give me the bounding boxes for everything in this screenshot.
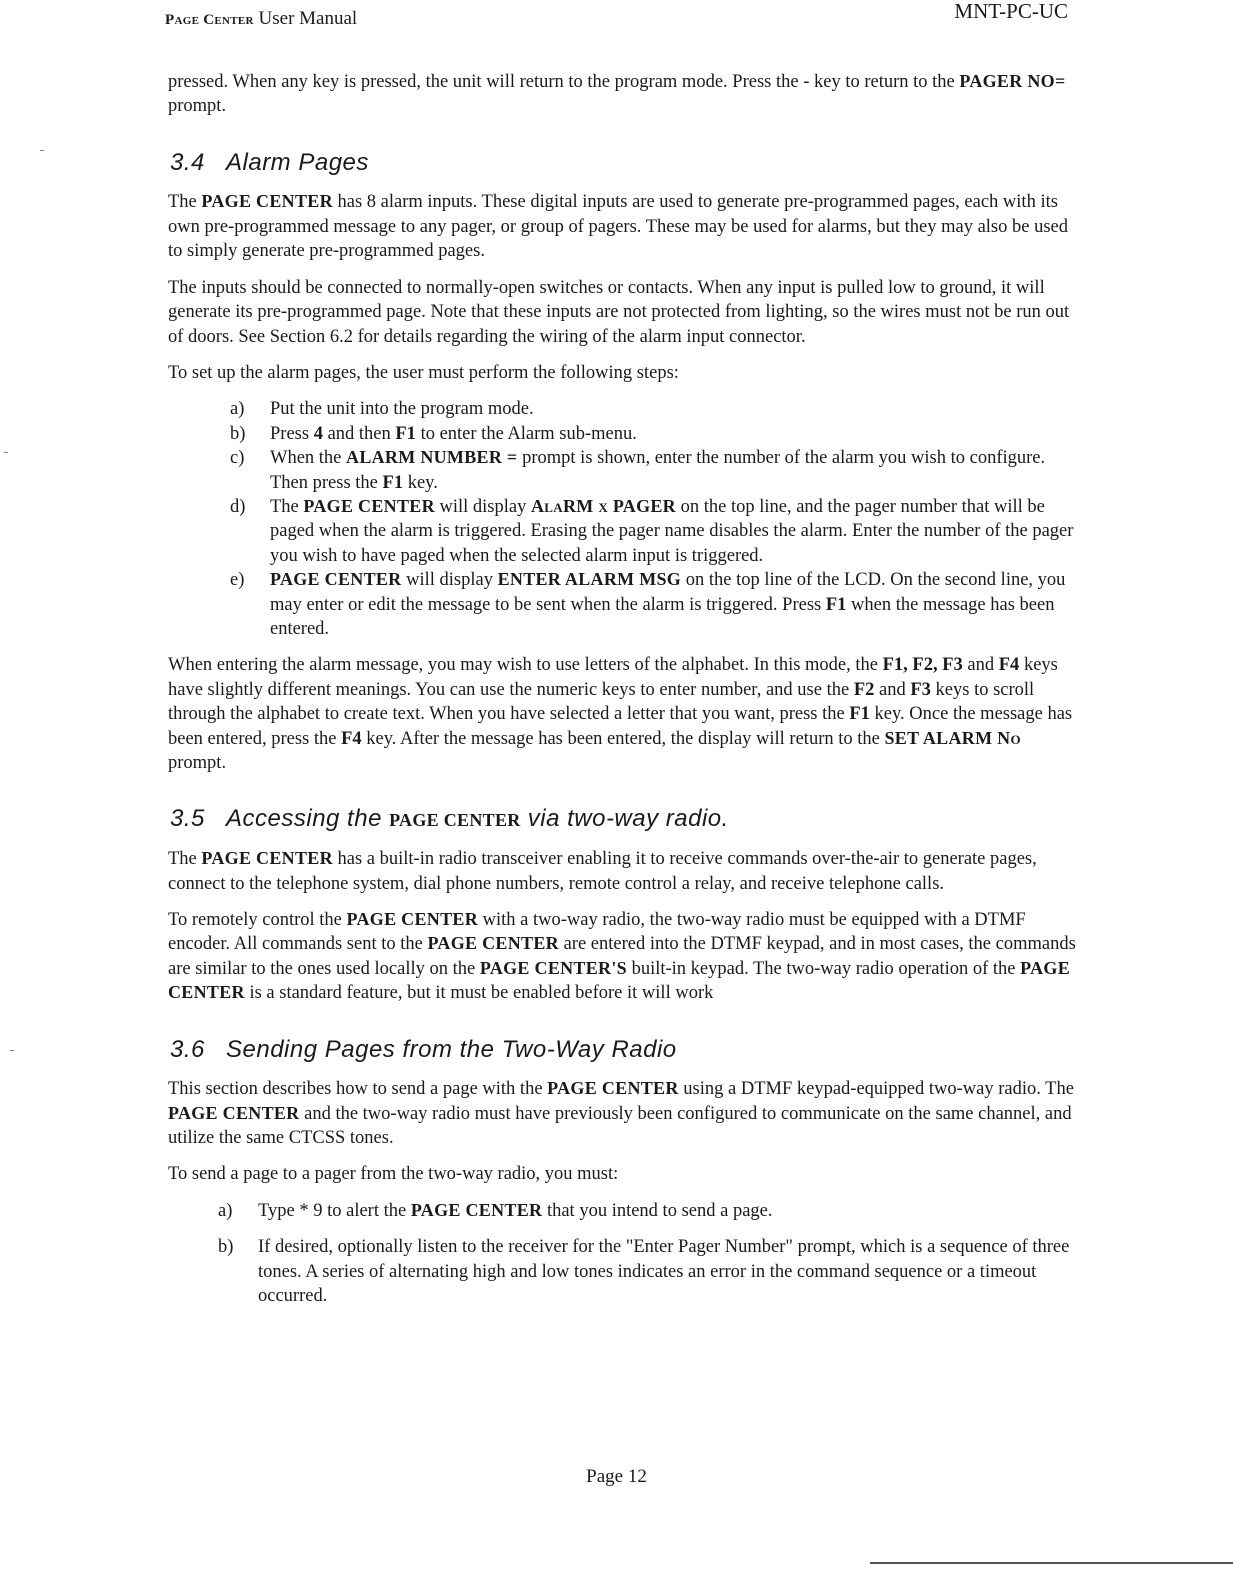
text: prompt.	[168, 753, 227, 774]
text: When entering the alarm message, you may wish to use letters of the alphabet. In this mode, the	[168, 655, 883, 676]
text: This section describes how to send a page with the	[168, 1079, 548, 1100]
text: and	[962, 655, 999, 676]
text: pressed. When any key is pressed, the unit will return to the program mode. Press the - key to return to the	[168, 72, 960, 92]
text: The	[168, 849, 202, 870]
text: prompt is shown, enter the number of the alarm you wish to configure. Then press the	[270, 448, 1046, 493]
scan-speck	[4, 452, 8, 453]
product-name: PAGE CENTER	[201, 848, 333, 869]
paragraph	[168, 653, 1076, 775]
prompt-name: PAGER NO=	[959, 71, 1066, 91]
section-heading-3-6	[170, 1034, 1076, 1066]
prompt-name: ALARM NUMBER =	[346, 447, 518, 468]
paragraph	[168, 1077, 1076, 1150]
page-body	[168, 70, 1076, 1320]
text: to enter the Alarm sub-menu.	[415, 423, 637, 444]
dtmf-code: * 9	[299, 1200, 323, 1221]
paragraph	[168, 190, 1076, 263]
product-name: PAGE CENTER	[201, 191, 333, 212]
text: prompt.	[168, 96, 227, 117]
text: key.	[403, 472, 438, 493]
text: on the top line, and the pager number that will be paged when the alarm is triggered. Erasing the pager name disables the alarm. Enter the number of the pager you wish to have paged when the selected alarm input is triggered.	[270, 496, 1074, 566]
list-item	[218, 1199, 1076, 1223]
key-name: F1, F2, F3	[882, 655, 963, 676]
text: has a built-in radio transceiver enabling it to receive commands over-the-air to generate pages, connect to the telephone system, dial phone numbers, remote control a relay, and receive telephone calls.	[168, 849, 1037, 894]
paragraph: To set up the alarm pages, the user must perform the following steps:	[168, 362, 679, 383]
text: keys to scroll through the alphabet to create text. When you have selected a letter that you want, press the	[168, 679, 1035, 725]
text: and the two-way radio must have previously been configured to communicate on the same channel, and utilize the same CTCSS tones.	[168, 1103, 1072, 1149]
section-title: Sending Pages from the Two-Way Radio	[226, 1035, 677, 1063]
key-name: F1	[849, 704, 870, 725]
text: using a DTMF keypad-equipped two-way radio. The	[678, 1079, 1074, 1100]
scan-speck	[40, 150, 44, 151]
text: will display	[434, 496, 531, 517]
key-name: F1	[382, 472, 404, 493]
text: on the top line of the LCD. On the second line, you may enter or edit the message to be sent when the alarm is triggered. Press	[270, 570, 1066, 615]
paragraph: The inputs should be connected to normally-open switches or contacts. When any input is pulled low to ground, it will generate its pre-programmed page. Note that these inputs are not protected from lighting, so the wires must not be run out of doors. See Section 6.2 for details regarding the wiring of the alarm input connector.	[168, 277, 1070, 347]
list-marker: d)	[230, 496, 246, 517]
list-marker: e)	[230, 570, 245, 591]
text: key. After the message has been entered, the display will return to the	[361, 728, 885, 749]
display-text: ENTER ALARM MSG	[497, 569, 682, 590]
display-text: AlaRM x PAGER	[530, 495, 676, 516]
text: Put the unit into the program mode.	[270, 399, 534, 420]
text: are entered into the DTMF keypad, and in most cases, the commands are similar to the ones used locally on the	[168, 934, 1076, 979]
running-header-title	[165, 6, 357, 31]
bottom-rule	[870, 1562, 1233, 1564]
product-name: Page Center	[165, 12, 254, 28]
key-name: F3	[910, 679, 931, 700]
text: The	[168, 192, 202, 213]
document-code: MNT-PC-UC	[954, 0, 1068, 23]
text: The	[270, 496, 304, 517]
text: will display	[401, 570, 498, 591]
list-marker: a)	[230, 399, 245, 420]
list-item	[230, 568, 1076, 641]
section-number: 3.5	[170, 805, 205, 833]
paragraph: To send a page to a pager from the two-way radio, you must:	[168, 1164, 619, 1185]
paragraph	[168, 847, 1076, 896]
list-marker: b)	[230, 423, 246, 444]
text: to alert the	[322, 1200, 411, 1221]
prompt-name: SET ALARM No	[884, 727, 1021, 748]
key-name: F1	[395, 423, 416, 444]
product-name: PAGE CENTER	[427, 933, 559, 954]
text: is a standard feature, but it must be enabled before it will work	[244, 983, 714, 1004]
text: and	[874, 679, 911, 700]
text: Press	[270, 423, 314, 444]
section-number: 3.4	[170, 148, 205, 176]
section-heading-3-4	[170, 147, 1076, 179]
product-name: PAGE CENTER	[303, 495, 435, 516]
text: when the message has been entered.	[270, 594, 1055, 639]
list-marker: b)	[218, 1237, 234, 1258]
list-marker: a)	[218, 1200, 233, 1221]
product-name: PAGE CENTER	[346, 908, 478, 929]
text: To remotely control the	[168, 909, 347, 930]
intro-paragraph	[168, 70, 1076, 119]
alarm-setup-steps	[168, 397, 1076, 641]
text: built-in keypad. The two-way radio operation of the	[626, 958, 1021, 979]
list-item	[230, 397, 1076, 421]
key-name: 4	[313, 423, 323, 444]
send-page-steps	[168, 1199, 1076, 1309]
product-name: PAGE CENTER'S	[479, 957, 627, 978]
list-item	[230, 495, 1076, 568]
product-name: PAGE CENTER	[168, 1102, 300, 1123]
key-name: F1	[825, 594, 847, 615]
list-item	[230, 422, 1076, 446]
manual-label: User Manual	[253, 8, 358, 29]
key-name: F4	[998, 655, 1020, 676]
key-name: F4	[341, 728, 362, 749]
page-number: Page 12	[586, 1466, 647, 1487]
section-title: via two-way radio.	[520, 805, 729, 833]
product-name: PAGE CENTER	[270, 569, 402, 590]
list-marker: c)	[230, 448, 245, 469]
text: with a two-way radio, the two-way radio must be equipped with a DTMF encoder. All commands sent to the	[168, 909, 1026, 955]
text: Type	[258, 1200, 300, 1221]
paragraph	[168, 908, 1076, 1006]
section-number: 3.6	[170, 1035, 205, 1063]
key-name: F2	[853, 679, 875, 700]
text: When the	[270, 448, 347, 469]
text: keys have slightly different meanings. You can use the numeric keys to enter number, and use the	[168, 655, 1058, 700]
text: key. Once the message has been entered, press the	[168, 704, 1073, 749]
product-name: PAGE CENTER	[547, 1078, 679, 1099]
list-item	[218, 1235, 1076, 1308]
scan-speck	[10, 1050, 14, 1051]
text: that you intend to send a page.	[542, 1200, 773, 1221]
product-name: PAGE CENTER	[410, 1199, 543, 1220]
text: and then	[322, 423, 396, 444]
product-name: PAGE CENTER	[389, 810, 521, 831]
section-title: Accessing the	[226, 805, 390, 833]
section-heading-3-5	[170, 803, 1076, 835]
product-name: PAGE CENTER	[168, 957, 1071, 1003]
text: If desired, optionally listen to the receiver for the "Enter Pager Number" prompt, which is a sequence of three tones. A series of alternating high and low tones indicates an error in the command sequence or a timeout occurred.	[258, 1237, 1070, 1307]
section-title: Alarm Pages	[226, 148, 369, 176]
list-item	[230, 446, 1076, 495]
text: has 8 alarm inputs. These digital inputs are used to generate pre-programmed pages, each with its own pre-programmed message to any pager, or group of pagers. These may be used for alarms, but they may also be used to simply generate pre-programmed pages.	[168, 192, 1069, 262]
